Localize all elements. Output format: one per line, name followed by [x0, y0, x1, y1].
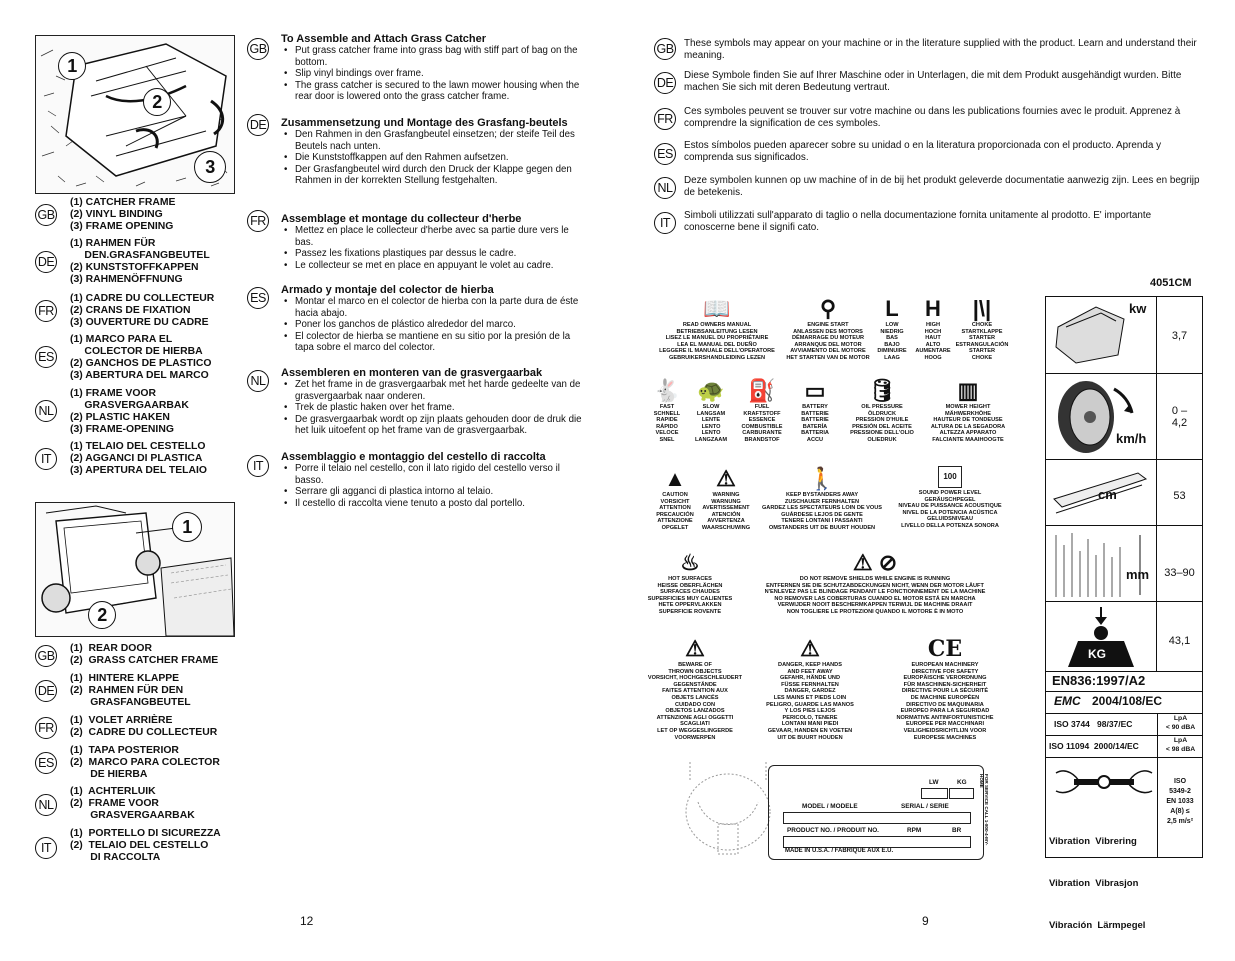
figure-rear-door — [35, 502, 235, 637]
read-manual-icon: 📖 READ OWNERS MANUAL BETRIEBSANLEITUNG LESEN LISEZ LE MANUEL DU PROPRIÉTAIRE LEA EL MANUAL DEL DUEÑO LEGGERE IL MANUALE DELL'OPERATORE GEBRUIKERSHANDLEIDING LEZEN — [659, 296, 775, 361]
lang-badge-nl: NL — [247, 370, 269, 392]
plate-serial-label: SERIAL / SERIE — [901, 803, 949, 810]
lang-badge-de: DE — [247, 114, 269, 136]
spec-value: 43,1 — [1168, 635, 1191, 647]
plate-br: BR — [952, 827, 962, 834]
callout-2: 2 — [88, 601, 116, 629]
lang-badge-es: ES — [247, 287, 269, 309]
engine-kw-icon — [1046, 297, 1157, 373]
spec-unit: km/h — [1116, 431, 1147, 446]
callout-3: 3 — [194, 151, 226, 183]
iso-row-1 — [1046, 713, 1202, 736]
section-title: Assemblaggio e montaggio del cestello di raccolta — [281, 451, 546, 463]
plate-product-label: PRODUCT NO. / PRODUIT NO. — [787, 827, 879, 834]
section-gb: To Assemble and Attach Grass Catcher • Put grass catcher frame into grass bag with stiff part of bag on the bottom. • Slip vinyl bindings over frame. • The grass catcher is secured to the lawn mower housing when the rear door is lowered onto the grass catcher frame. — [281, 33, 584, 103]
spec-row-power — [1046, 297, 1202, 374]
figure-catcher-frame — [35, 35, 235, 194]
legend2-fr: (1) VOLET ARRIÈRE (2) CADRE DU COLLECTEUR — [70, 715, 218, 738]
plate-rpm: RPM — [907, 827, 922, 834]
fast-icon: 🐇 FAST SCHNELL RAPIDE RÁPIDO VELOCE SNEL — [653, 378, 681, 443]
vibration-labels: Vibration Vibrering Vibration Vibrasjon Vibración Lärmpegel — [1049, 836, 1146, 931]
legend2-it: (1) PORTELLO DI SICUREZZA (2) TELAIO DEL CESTELLO DI RACCOLTA — [70, 828, 221, 863]
slow-icon: 🐢 SLOW LANGSAM LENTE LENTO LENTO LANGZAAM — [694, 378, 727, 443]
model-number: 4051CM — [1150, 277, 1192, 289]
legend1-fr: (1) CADRE DU COLLECTEUR (2) CRANS DE FIXATION (3) OUVERTURE DU CADRE — [70, 293, 215, 328]
en-standard-row — [1046, 671, 1202, 692]
section-nl: Assembleren en monteren van de grasvergaarbak • Zet het frame in de grasvergaarbak met het harde gedeelte van de grasvergaarbak naar onderen. • Trek de plastic haken over het frame. • De grasvergaarbak wordt op zijn plaats gehouden door de druk die het luik uitoefent op het frame van de grasvergaarbak. — [281, 367, 584, 437]
spec-row-cut-height — [1046, 525, 1202, 602]
warning-icon: ⚠ WARNING WARNUNG AVERTISSEMENT ATENCIÓN AVVERTENZA WAARSCHUWING — [701, 466, 751, 531]
oil-pressure-icon: 🛢 OIL PRESSURE ÖLDRUCK PRESSION D'HUILE PRESIÓN DEL ACEITE PRESSIONE DELL'OLIO OLIEDRUK — [850, 378, 914, 443]
section-title: Assembleren en monteren van de grasvergaarbak — [281, 367, 543, 379]
iso-value: LpA < 98 dBA — [1157, 736, 1203, 757]
lang-badge-gb: GB — [654, 38, 676, 60]
spec-value: 33–90 — [1164, 567, 1195, 579]
wheel-speed-icon — [1046, 373, 1157, 459]
legend1-nl: (1) FRAME VOOR GRASVERGAARBAK (2) PLASTIC HAKEN (3) FRAME-OPENING — [70, 388, 189, 435]
mower-outline — [678, 762, 778, 858]
lang-badge-fr: FR — [654, 108, 676, 130]
vibration-box — [1046, 757, 1202, 931]
lang-badge-es: ES — [35, 346, 57, 368]
lang-badge-gb: GB — [35, 645, 57, 667]
lang-badge-de: DE — [35, 251, 57, 273]
spec-value: 53 — [1173, 490, 1186, 502]
battery-icon: ▭ BATTERY BATTERIE BATTERIE BATERÍA BATTERIA ACCU — [801, 378, 829, 443]
lang-badge-gb: GB — [247, 38, 269, 60]
hot-surfaces-icon: ♨ HOT SURFACES HEISSE OBERFLÄCHEN SURFACES CHAUDES SUPERFICIES MUY CALIENTES HETE OPPERVLAKKEN SUPERFICIE ROVENTE — [647, 550, 733, 615]
plate-made-in: MADE IN U.S.A. / FABRIQUE AUX E.U. — [785, 848, 894, 854]
plate-lw-box — [921, 788, 948, 799]
lang-badge-fr: FR — [35, 300, 57, 322]
legend2-nl: (1) ACHTERLUIK (2) FRAME VOOR GRASVERGAARBAK — [70, 786, 195, 821]
en-standard: EN836:1997/A2 — [1052, 673, 1146, 688]
lang-badge-es: ES — [654, 143, 676, 165]
spec-row-speed — [1046, 373, 1202, 460]
mower-height-icon: ▥ MOWER HEIGHT MÄHWERKHÖHE HAUTEUR DE TONDEUSE ALTURA DE LA SEGADORA ALTEZZA APPARATO FALCIANTE MAAIHOOGTE — [930, 378, 1006, 443]
keep-bystanders-icon: 🚶 KEEP BYSTANDERS AWAY ZUSCHAUER FERNHALTEN GARDEZ LES SPECTATEURS LOIN DE VOUS GUÁRDESE LEJOS DE GENTE TENERE LONTANI I PASSANTI OMSTANDERS UIT DE BUURT HOUDEN — [761, 466, 883, 531]
symbol-intro-es: Estos símbolos pueden aparecer sobre su unidad o en la literatura proporcionada con el producto. Aprenda y comprenda sus significados. — [684, 140, 1162, 163]
emc-directive: 2004/108/EC — [1092, 694, 1163, 708]
iso-row-2 — [1046, 735, 1202, 758]
iso-label: ISO 11094 2000/14/EC — [1049, 741, 1139, 751]
high-icon: H HIGH HOCH HAUT ALTO AUMENTARE HOOG — [915, 296, 951, 361]
callout-1: 1 — [58, 52, 86, 80]
spec-value: 3,7 — [1171, 330, 1188, 342]
sound-power-icon: 100 SOUND POWER LEVEL GERÄUSCHPEGEL NIVEAU DE PUISSANCE ACOUSTIQUE NIVEL DE LA POTENCIA ACÚSTICA GELUIDSNIVEAU LIVELLO DELLA POTENZA SONORA — [888, 466, 1012, 530]
legend2-de: (1) HINTERE KLAPPE (2) RAHMEN FÜR DEN GRASFANGBEUTEL — [70, 673, 191, 708]
lang-badge-fr: FR — [247, 210, 269, 232]
iso-label: ISO 3744 98/37/EC — [1054, 719, 1133, 729]
thrown-objects-icon: ⚠ BEWARE OF THROWN OBJECTS VORSICHT, HOCHGESCHLEUDERT GEGENSTÄNDE FAITES ATTENTION AUX OBJETS LANCÉS CUIDADO CON OBJETOS LANZADOS ATTENZIONE AGLI OGGETTI SCAGLIATI LET OP WEGGESLINGERDE VOORWERPEN — [647, 636, 743, 741]
section-it: Assemblaggio e montaggio del cestello di raccolta • Porre il telaio nel cestello, con il lato rigido del cestello verso il basso. • Serrare gli agganci di plastica intorno al telaio. • Il cestello di raccolta viene tenuto a posto dal portello. — [281, 451, 584, 509]
low-icon: L LOW NIEDRIG BAS BAJO DIMINUIRE LAAG — [877, 296, 907, 361]
spec-unit: kw — [1129, 301, 1147, 316]
lang-badge-it: IT — [247, 455, 269, 477]
plate-kg: KG — [957, 779, 967, 786]
spec-row-weight — [1046, 601, 1202, 672]
lang-badge-it: IT — [35, 448, 57, 470]
page-number-right: 9 — [922, 914, 929, 928]
callout-1: 1 — [172, 512, 202, 542]
vibration-value: ISO 5349-2 EN 1033 A(8) ≤ 2,5 m/s² — [1157, 757, 1202, 857]
section-es: Armado y montaje del colector de hierba • Montar el marco en el colector de hierba con la parte dura de éste hacia abajo. • Poner los ganchos de plástico alrededor del marco. • El colector de hierba se mantiene en su sitio por la presión de la tapa sobre el marco del colector. — [281, 284, 584, 354]
section-title: Zusammensetzung und Montage des Grasfang-beutels — [281, 117, 568, 129]
symbol-intro-gb: These symbols may appear on your machine or in the literature supplied with the product. Learn and understand their meaning. — [684, 38, 1197, 61]
plate-model-box — [783, 812, 971, 824]
keep-hands-feet-away-icon: ⚠ DANGER, KEEP HANDS AND FEET AWAY GEFAHR, HÄNDE UND FÜSSE FERNHALTEN DANGER, GARDEZ LES MAINS ET PIEDS LOIN PELIGRO, GUARDE LAS MANOS Y LOS PIES LEJOS PERICOLO, TENERE LONTANI MANI PIEDI GEVAAR, HANDEN EN VOETEN UIT DE BUURT HOUDEN — [766, 636, 854, 741]
spec-value: 0 – 4,2 — [1171, 405, 1188, 429]
fuel-icon: ⛽ FUEL KRAFTSTOFF ESSENCE COMBUSTIBLE CARBURANTE BRANDSTOF — [741, 378, 783, 443]
plate-product-box — [783, 836, 971, 848]
lang-badge-it: IT — [654, 212, 676, 234]
engine-start-icon: ⚲ ENGINE START ANLASSEN DES MOTORS DÉMARRAGE DU MOTEUR ARRANQUE DEL MOTOR AVVIAMENTO DEL MOTORE HET STARTEN VAN DE MOTOR — [786, 296, 870, 361]
plate-lw: LW — [929, 779, 939, 786]
lang-badge-fr: FR — [35, 717, 57, 739]
product-plate — [768, 765, 989, 860]
lang-badge-it: IT — [35, 837, 57, 859]
section-title: Assemblage et montage du collecteur d'herbe — [281, 213, 522, 225]
emc-logo: EMC — [1054, 694, 1081, 708]
caution-icon: ▲ CAUTION VORSICHT ATTENTION PRECAUCIÓN ATTENZIONE OPGELET — [656, 466, 694, 531]
spec-row-cut-width — [1046, 459, 1202, 526]
legend1-it: (1) TELAIO DEL CESTELLO (2) AGGANCI DI PLASTICA (3) APERTURA DEL TELAIO — [70, 441, 208, 476]
section-fr: Assemblage et montage du collecteur d'herbe • Mettez en place le collecteur d'herbe avec sa partie dure vers le bas. • Passez les fixations plastiques par dessus le cadre. • Le collecteur se met en place en appuyant le volet au cadre. — [281, 213, 584, 271]
spec-table — [1045, 296, 1203, 931]
ce-mark-icon: CE EUROPEAN MACHINERY DIRECTIVE FOR SAFETY EUROPÄISCHE VERORDNUNG FÜR MASCHINEN-SICHERHEIT DIRECTIVE POUR LA SÉCURITÉ DE MACHINE EUROPÉEN DIRECTIVO DE MAQUINARIA EUROPEO PARA LA SEGURIDAD NORMATIVE ANTINFORTUNISTICHE EUROPEE PER MACCHINARI VEILIGHEIDSRICHTLIJN VOOR EUROPESE MACHINES — [896, 636, 994, 741]
spec-unit: cm — [1098, 487, 1117, 502]
symbol-intro-nl: Deze symbolen kunnen op uw machine of in de bij het produkt geleverde documentatie aanwezig zijn. Lees en begrijp de betekenis. — [684, 175, 1200, 198]
lang-badge-nl: NL — [35, 400, 57, 422]
section-title: Armado y montaje del colector de hierba — [281, 284, 494, 296]
choke-icon: |\| CHOKE STARTKLAPPE STARTER ESTRANGULACIÓN STARTER CHOKE — [955, 296, 1009, 361]
plate-model-label: MODEL / MODELE — [802, 803, 858, 810]
lang-badge-de: DE — [654, 72, 676, 94]
symbol-intro-fr: Ces symboles peuvent se trouver sur votre machine ou dans les publications fournies avec le produit. Apprenez à comprendre la signification de ces symboles. — [684, 106, 1181, 129]
legend2-gb: (1) REAR DOOR (2) GRASS CATCHER FRAME — [70, 643, 219, 666]
page-number-left: 12 — [300, 914, 314, 928]
callout-2: 2 — [143, 88, 171, 116]
legend1-es: (1) MARCO PARA EL COLECTOR DE HIERBA (2) GANCHOS DE PLASTICO (3) ABERTURA DEL MARCO — [70, 334, 212, 381]
iso-value: LpA < 90 dBA — [1157, 714, 1203, 735]
lang-badge-nl: NL — [35, 794, 57, 816]
plate-side-text: FOR SERVICE CALL 1-800-4-MY-HOME — [979, 774, 989, 846]
plate-kg-box — [949, 788, 974, 799]
weight-kg-icon — [1046, 601, 1157, 671]
grass-mm-icon — [1046, 525, 1157, 601]
blade-cm-icon — [1046, 459, 1157, 525]
lang-badge-es: ES — [35, 752, 57, 774]
legend1-de: (1) RAHMEN FÜR DEN.GRASFANGBEUTEL (2) KUNSTSTOFFKAPPEN (3) RAHMENÖFFNUNG — [70, 238, 210, 285]
legend1-gb: (1) CATCHER FRAME (2) VINYL BINDING (3) FRAME OPENING — [70, 197, 176, 232]
emc-row — [1046, 691, 1202, 714]
lang-badge-nl: NL — [654, 177, 676, 199]
spec-unit: KG — [1088, 647, 1106, 661]
legend2-es: (1) TAPA POSTERIOR (2) MARCO PARA COLECTOR DE HIERBA — [70, 745, 220, 780]
lang-badge-de: DE — [35, 680, 57, 702]
do-not-remove-shields-icon: ⚠ ⊘ DO NOT REMOVE SHIELDS WHILE ENGINE IS RUNNING ENTFERNEN SIE DIE SCHUTZABDECKUNGEN NICHT, WENN DER MOTOR LÄUFT N'ENLEVEZ PAS LE BLINDAGE PENDANT LE FONCTIONNEMENT DE LA MACHINE NO REMOVER LAS COBERTURAS CUANDO EL MOTOR ESTÁ EN MARCHA VERWIJDER NOOIT BESCHERMKAPPEN TERWIJL DE MACHINE DRAAIT NON TOGLIERE LE PROTEZIONI QUANDO IL MOTORE È IN MOTO — [764, 550, 986, 615]
vibration-hands-icon — [1050, 763, 1158, 803]
symbol-intro-it: Simboli utilizzati sull'apparato di taglio o nella documentazione fornita unitamente al prodotto. E' importante conoscerne bene il signifi cato. — [684, 210, 1152, 233]
section-de: Zusammensetzung und Montage des Grasfang-beutels • Den Rahmen in den Grasfangbeutel einsetzen; der steife Teil des Beutels nach unten. • Die Kunststoffkappen auf den Rahmen aufsetzen. • Der Grasfangbeutel wird durch den Druck der Klappe gegen den Rahmen in der korrekten Stellung festgehalten. — [281, 117, 584, 187]
lang-badge-gb: GB — [35, 204, 57, 226]
section-title: To Assemble and Attach Grass Catcher — [281, 33, 486, 45]
symbol-intro-de: Diese Symbole finden Sie auf Ihrer Maschine oder in Unterlagen, die mit dem Produkt ausgehändigt wurden. Bitte machen Sie sich mit deren Bedeutung vertraut. — [684, 70, 1182, 93]
spec-unit: mm — [1126, 567, 1150, 582]
